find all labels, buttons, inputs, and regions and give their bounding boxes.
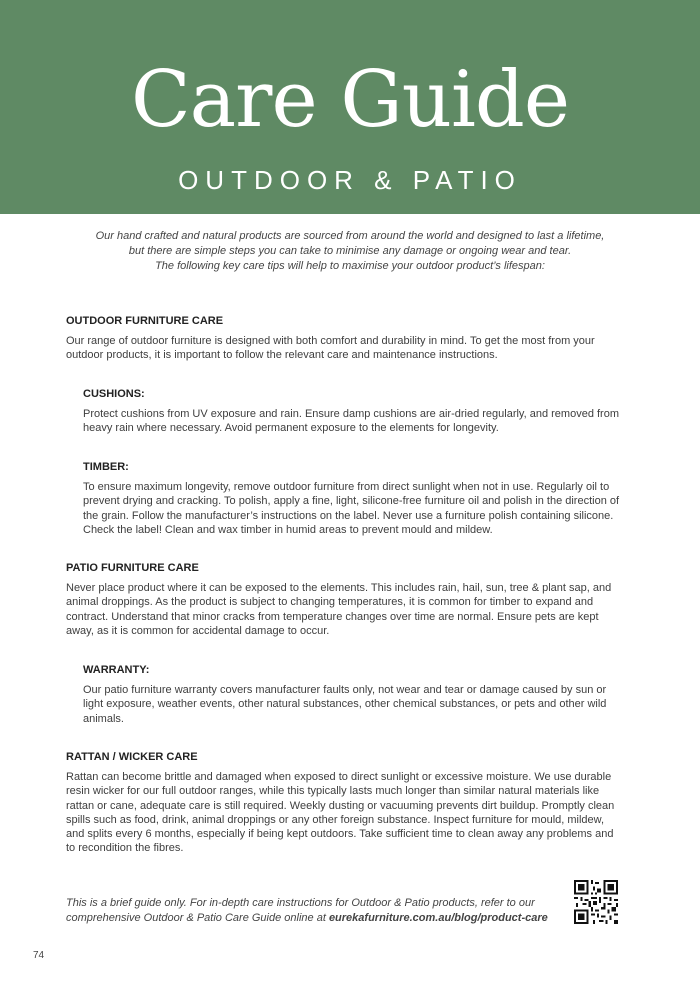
subsection-heading-cushions: CUSHIONS: <box>83 388 145 400</box>
section-heading-patio: PATIO FURNITURE CARE <box>66 562 199 574</box>
subsection-body-timber: To ensure maximum longevity, remove outdoor furniture from direct sunlight when not in use. Regularly oil to prevent drying and cracking. To polish, apply a fine, light, silicone-free furniture oil and polish in the direction of the grain. Follow the manufacturer’s instructions on the label. Never use a furniture polish containing silicone. Check the label! Clean and wax timber in humid areas to prevent mould and mildew. <box>83 481 620 536</box>
footer-note-text: This is a brief guide only. For in-depth care instructions for Outdoor & Patio products, refer to our comprehensive Outdoor & Patio Care Guide online at <box>66 897 535 924</box>
subsection-heading-timber: TIMBER: <box>83 461 129 473</box>
page-subtitle: OUTDOOR & PATIO <box>178 165 522 195</box>
intro-text <box>50 229 650 274</box>
subsection-heading-warranty: WARRANTY: <box>83 664 150 676</box>
subsection-body-warranty: Our patio furniture warranty covers manufacturer faults only, not wear and tear or damage caused by sun or light exposure, weather events, other natural substances, other chemical substances, or pets and other wild animals. <box>83 684 607 725</box>
qr-code-icon[interactable] <box>574 880 618 924</box>
section-body-patio: Never place product where it can be exposed to the elements. This includes rain, hail, sun, tree & plant sap, and animal droppings. As the product is subject to changing temperatures, it is common for timber to expand and contract. Understand that minor cracks from temperature changes over time are normal. Ensure pets are kept away, as it is common for accidental damage to occur. <box>66 582 612 637</box>
footer-note <box>66 896 576 925</box>
section-body-rattan: Rattan can become brittle and damaged when exposed to direct sunlight or excessive moisture. We use durable resin wicker for our full outdoor ranges, while this typically lasts much longer than similar natural materials like rattan or cane, adequate care is still required. Weekly dusting or vacuuming prevents dirt buildup. Promptly clean spills such as food, drink, animal droppings or any other foreign substance. Inspect furniture for mould, mildew, and splits every 6 months, especially if being kept outdoors. Take sufficient time to clean away any problems and to recondition the fibres. <box>66 771 615 855</box>
intro-line: Our hand crafted and natural products are sourced from around the world and designed to last a lifetime, <box>95 230 605 242</box>
care-guide-link[interactable]: eurekafurniture.com.au/blog/product-care <box>328 911 548 924</box>
page-title: Care Guide <box>130 55 569 145</box>
section-body-outdoor: Our range of outdoor furniture is designed with both comfort and durability in mind. To get the most from your outdoor products, it is important to follow the relevant care and maintenance instructions. <box>66 335 595 362</box>
section-heading-rattan: RATTAN / WICKER CARE <box>66 751 198 763</box>
section-heading-outdoor: OUTDOOR FURNITURE CARE <box>66 315 224 327</box>
intro-line: but there are simple steps you can take to minimise any damage or ongoing wear and tear. <box>128 245 572 257</box>
subsection-body-cushions: Protect cushions from UV exposure and rain. Ensure damp cushions are air-dried regularly, and removed from heavy rain where necessary. Avoid permanent exposure to the elements for longevity. <box>83 408 619 435</box>
intro-line: The following key care tips will help to maximise your outdoor product’s lifespan: <box>155 260 545 272</box>
header-banner <box>0 0 700 214</box>
page-number: 74 <box>33 950 45 961</box>
